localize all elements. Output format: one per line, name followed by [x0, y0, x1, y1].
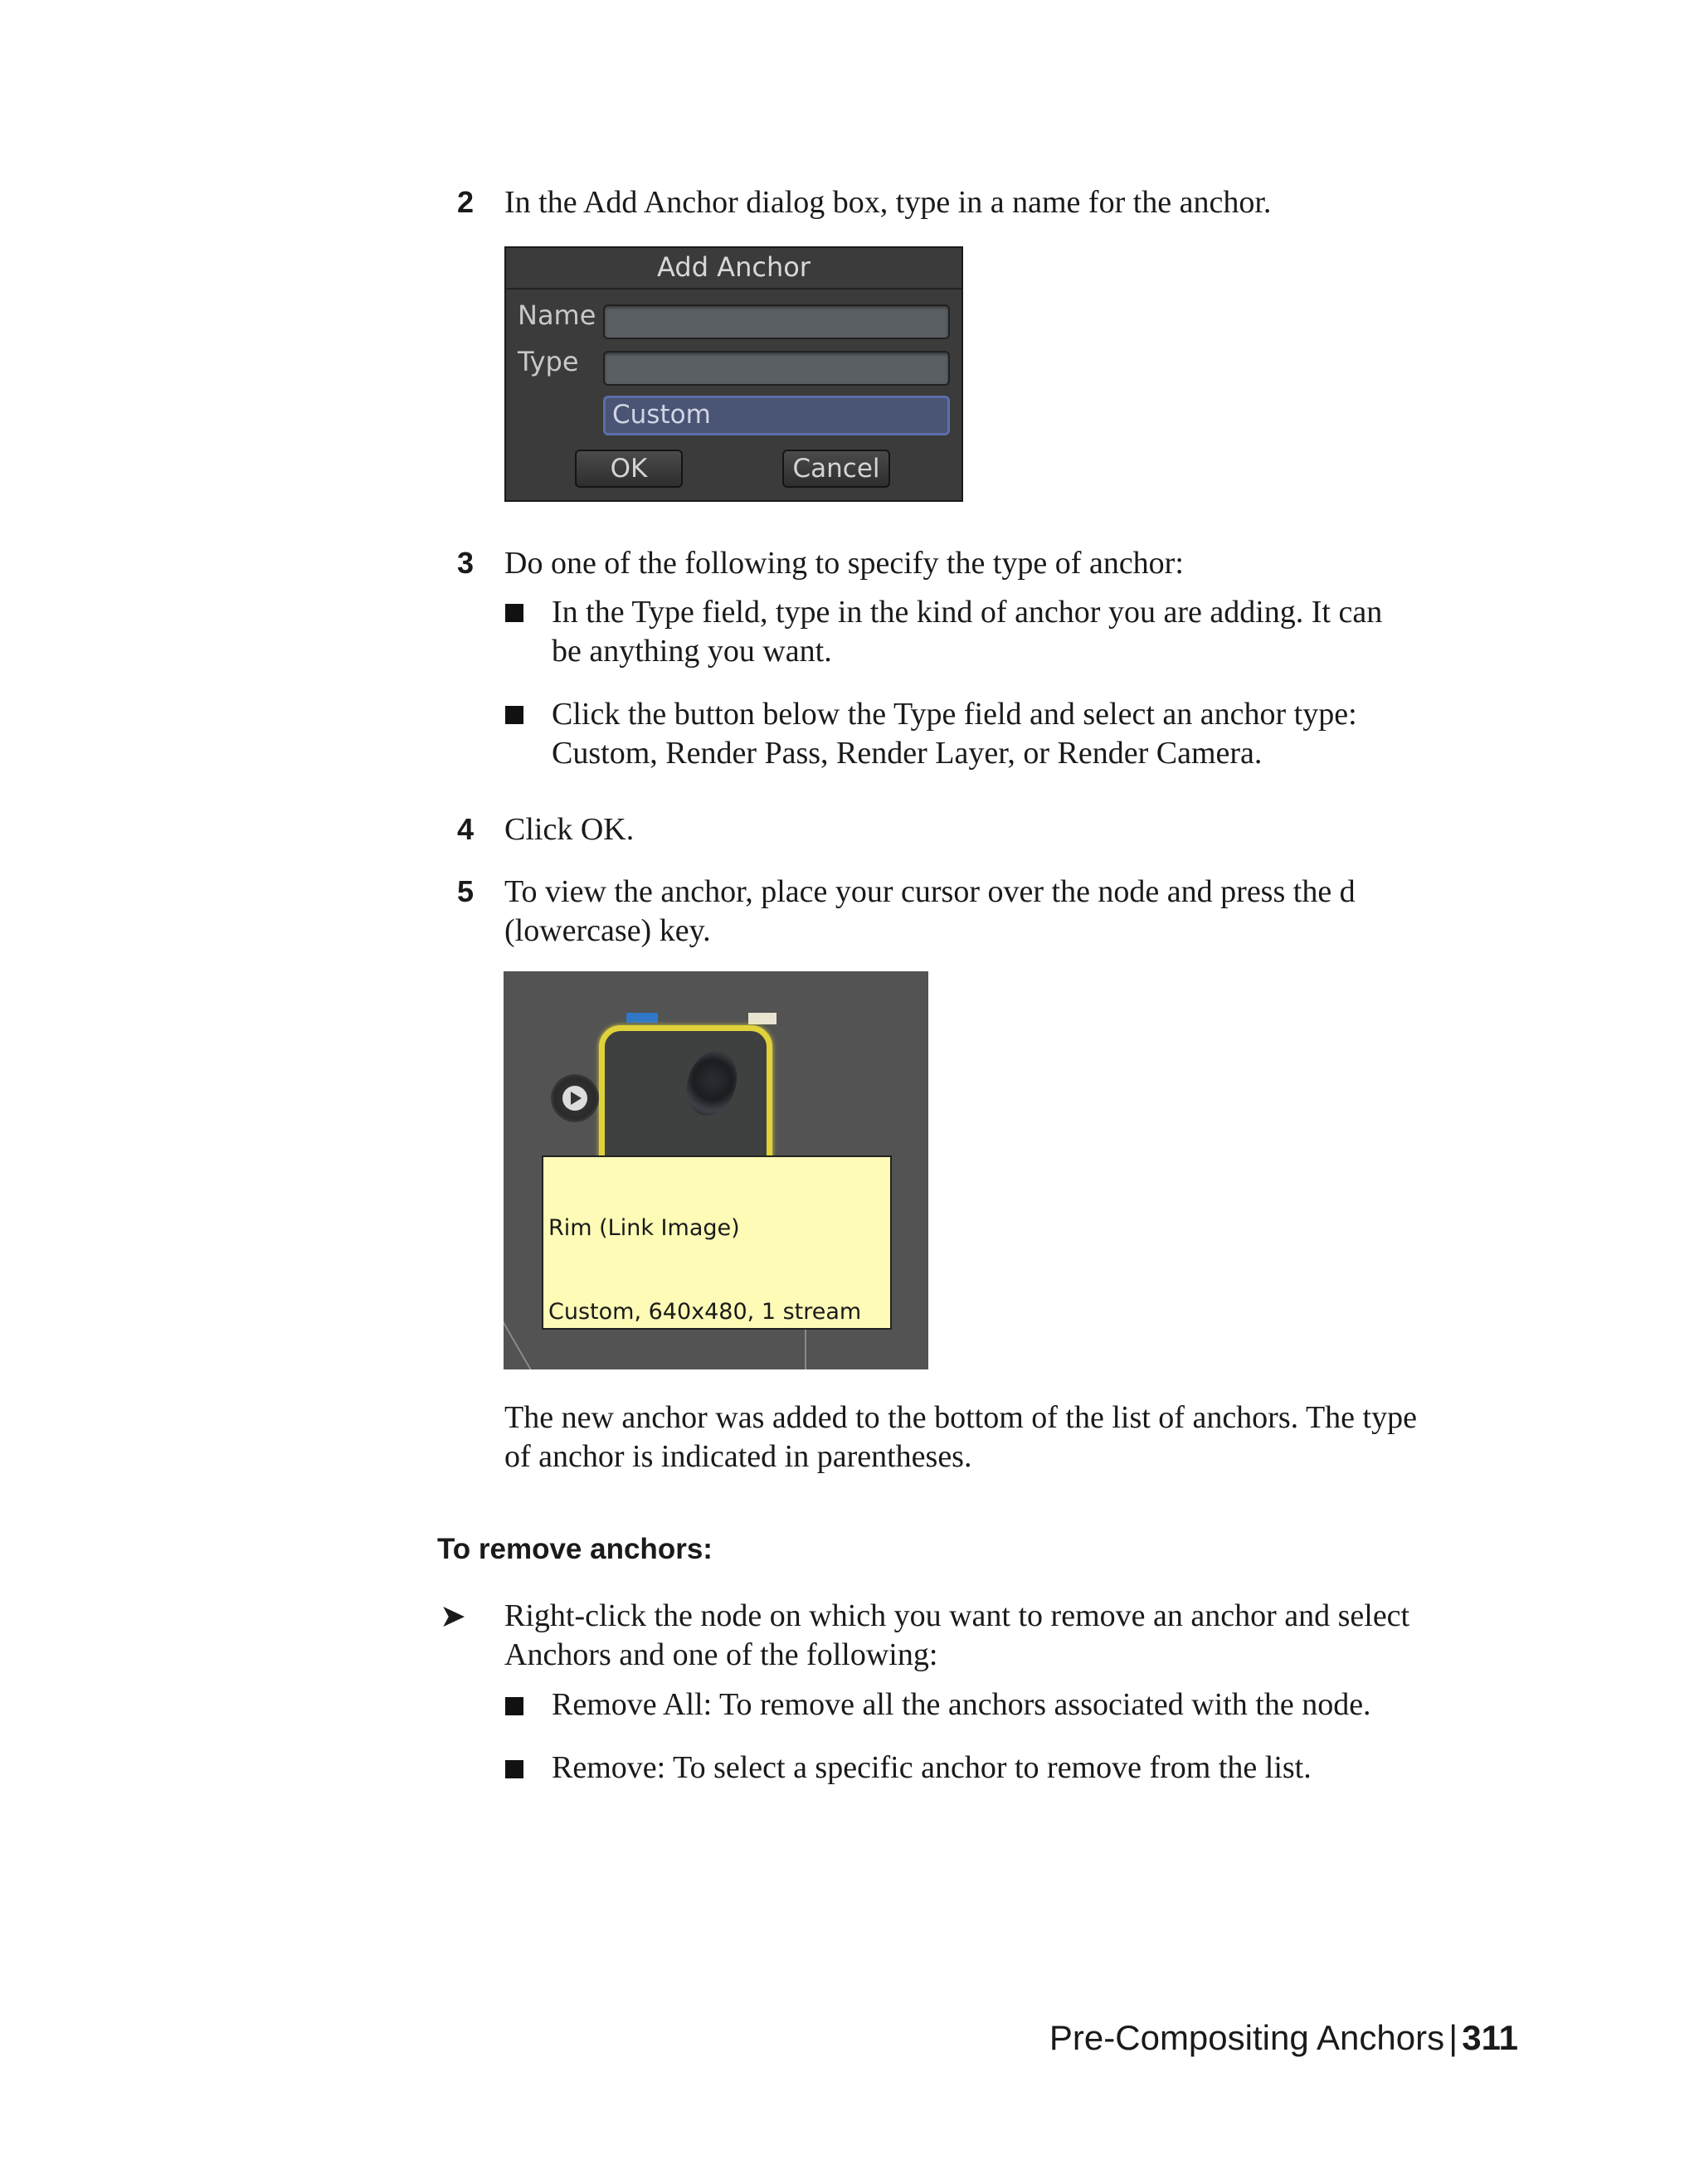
bullet-text: Custom, Render Pass, Render Layer, or Render Camera.: [552, 736, 1263, 771]
bullet-icon: [505, 1760, 523, 1778]
step-number: 2: [457, 185, 475, 219]
step-number: 3: [457, 546, 475, 580]
bullet-text: Remove: To select a specific anchor to remove from the list.: [552, 1750, 1312, 1785]
node-output-tab: [748, 1013, 776, 1024]
bullet-icon: [505, 1697, 523, 1715]
procedure-text: Right-click the node on which you want to remove an anchor and select: [504, 1598, 1410, 1633]
step-text: (lowercase) key.: [504, 913, 711, 948]
bullet-icon: [505, 604, 523, 622]
tooltip-line: Rim (Link Image): [548, 1215, 740, 1241]
procedure-heading: To remove anchors:: [437, 1533, 713, 1565]
step-text: Click OK.: [504, 812, 635, 847]
bullet-text: be anything you want.: [552, 634, 832, 669]
anchor-type-button[interactable]: Custom: [603, 396, 950, 435]
node-info-tooltip: [542, 1155, 892, 1330]
page-number: 311: [1462, 2018, 1518, 2057]
bullet-icon: [505, 706, 523, 724]
step-text: Do one of the following to specify the type of anchor:: [504, 546, 1184, 581]
name-label: Name: [518, 299, 596, 331]
ok-button[interactable]: OK: [575, 450, 683, 488]
step-text: To view the anchor, place your cursor over the node and press the d: [504, 874, 1356, 909]
type-field[interactable]: [603, 351, 950, 386]
bullet-text: Click the button below the Type field and select an anchor type:: [552, 697, 1357, 732]
paragraph: The new anchor was added to the bottom of the list of anchors. The type: [504, 1400, 1417, 1435]
paragraph: of anchor is indicated in parentheses.: [504, 1439, 972, 1474]
dialog-divider: [506, 288, 961, 289]
bullet-text: In the Type field, type in the kind of anchor you are adding. It can: [552, 595, 1383, 630]
tooltip-line: Custom, 640x480, 1 stream: [548, 1298, 862, 1325]
page-footer: [1049, 2017, 1518, 2059]
name-field[interactable]: [603, 304, 950, 339]
step-text: In the Add Anchor dialog box, type in a name for the anchor.: [504, 185, 1272, 220]
dialog-title: Add Anchor: [657, 251, 811, 283]
footer-title: Pre-Compositing Anchors: [1049, 2018, 1445, 2057]
step-number: 4: [457, 812, 475, 846]
arrow-bullet-icon: ➤: [440, 1598, 466, 1634]
add-anchor-dialog: [504, 246, 963, 502]
type-label: Type: [518, 346, 579, 377]
cancel-button[interactable]: Cancel: [782, 450, 890, 488]
procedure-text: Anchors and one of the following:: [504, 1637, 938, 1672]
bullet-text: Remove All: To remove all the anchors associated with the node.: [552, 1687, 1371, 1722]
play-icon[interactable]: [551, 1074, 599, 1122]
play-icon-triangle: [571, 1092, 582, 1105]
connection-line: [504, 1310, 547, 1369]
step-number: 5: [457, 874, 475, 908]
node-screenshot: [504, 971, 928, 1369]
node-input-tab: [626, 1013, 658, 1023]
footer-separator: |: [1448, 2018, 1458, 2057]
